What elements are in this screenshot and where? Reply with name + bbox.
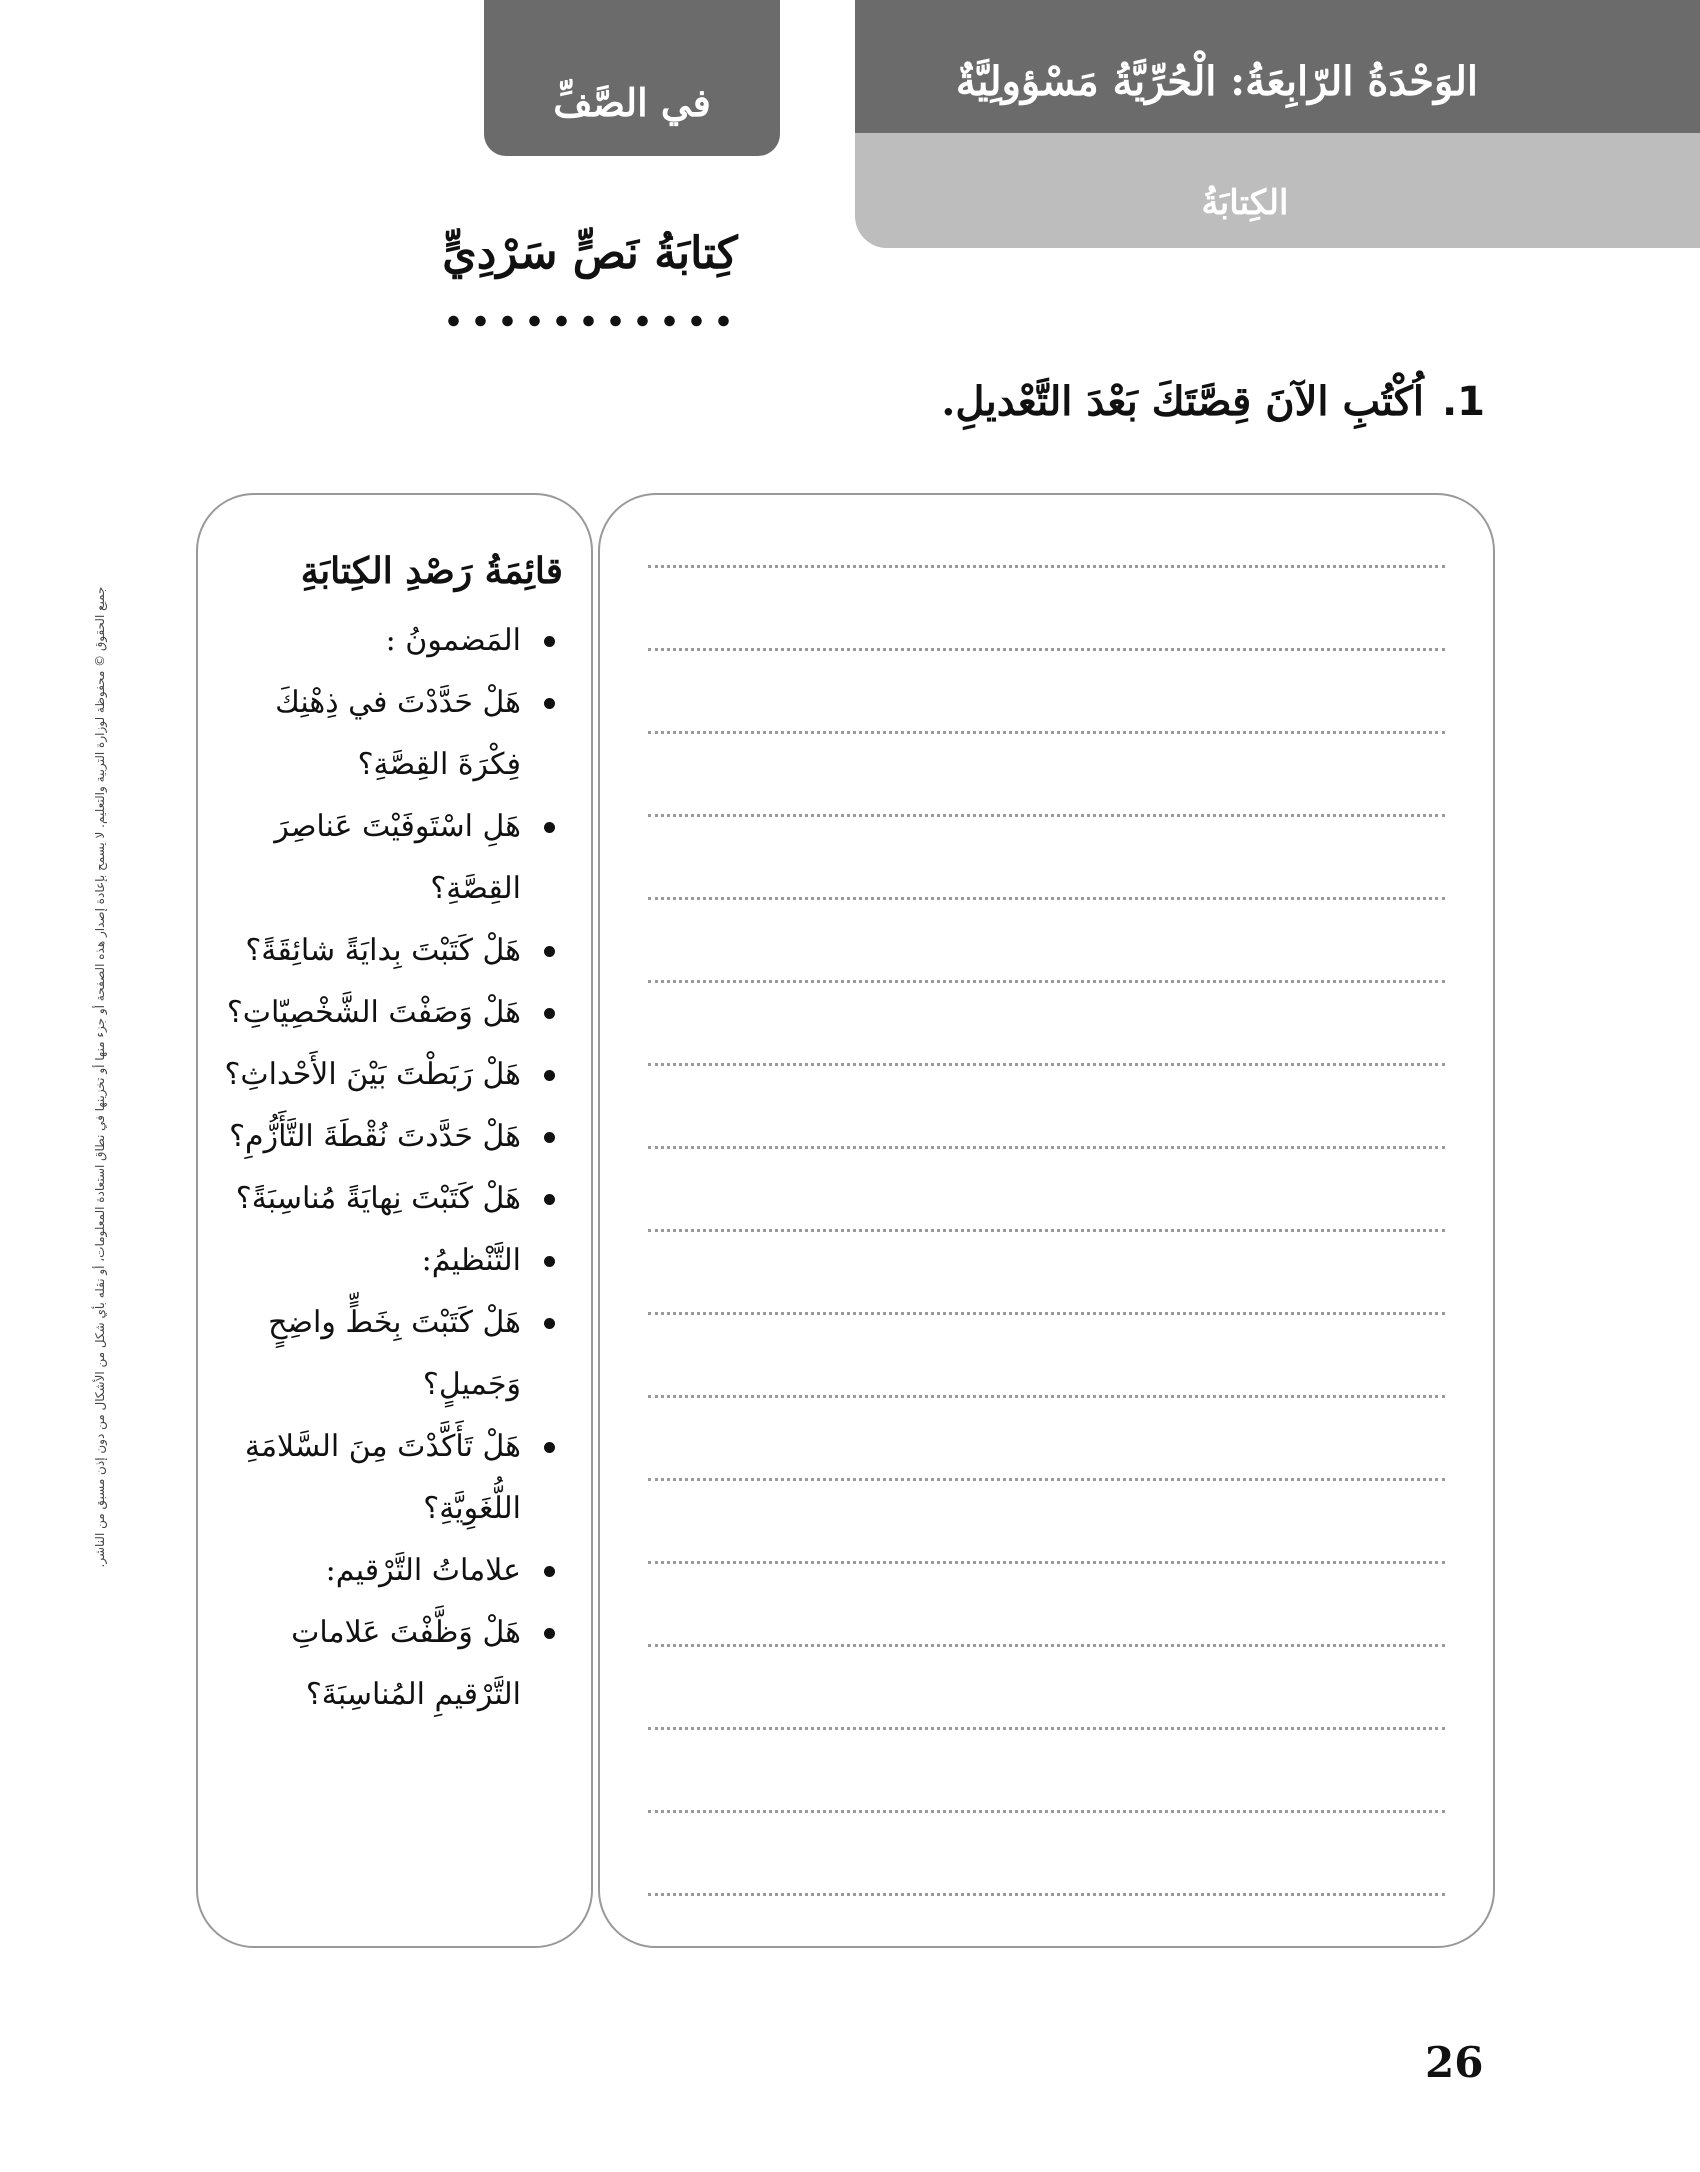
writing-line[interactable] — [648, 980, 1445, 983]
copyright-note: جميع الحقوق © محفوظة لوزارة التربية والتعليم. لا يسمح بإعادة إصدار هذه الصفحة أو جزء منها أو تخزينها في نطاق استعادة المعلومات، أو نقله بأي شكل من الأشكال من دون إذن مسبق من الناشر. — [93, 586, 107, 1568]
writing-line[interactable] — [648, 1727, 1445, 1730]
writing-line[interactable] — [648, 1395, 1445, 1398]
writing-line[interactable] — [648, 1229, 1445, 1232]
checklist-item: هَلْ كَتَبْتَ بِدايَةً شائِقَةً؟ — [218, 920, 563, 982]
lesson-title: كِتابَةُ نَصٍّ سَرْدِيٍّ — [442, 228, 738, 279]
instruction — [941, 378, 1485, 425]
writing-line[interactable] — [648, 1063, 1445, 1066]
writing-line[interactable] — [648, 814, 1445, 817]
class-tab-label: في الصَّفِّ — [553, 80, 711, 125]
section-title: الكِتابَةُ — [1201, 183, 1289, 223]
checklist-item: هَلِ اسْتَوفَيْتَ عَناصِرَ القِصَّةِ؟ — [218, 796, 563, 920]
writing-line[interactable] — [648, 648, 1445, 651]
checklist-title: قائِمَةُ رَصْدِ الكِتابَةِ — [300, 550, 563, 592]
unit-title: الوَحْدَةُ الرّابِعَةُ: الْحُرِّيَّةُ مَسْؤولِيَّةٌ — [955, 58, 1478, 105]
checklist-item: هَلْ تَأَكَّدْتَ مِنَ السَّلامَةِ اللُّغَوِيَّةِ؟ — [218, 1416, 563, 1540]
writing-line[interactable] — [648, 731, 1445, 734]
checklist-panel — [196, 493, 593, 1948]
checklist-item: التَّنْظيمُ: — [218, 1230, 563, 1292]
writing-line[interactable] — [648, 1478, 1445, 1481]
writing-line[interactable] — [648, 1644, 1445, 1647]
instruction-text: اُكْتُبِ الآنَ قِصَّتَكَ بَعْدَ التَّعْديلِ. — [941, 378, 1424, 425]
unit-header-bar — [855, 0, 1700, 133]
checklist-item: هَلْ حَدَّدْتَ في ذِهْنِكَ فِكْرَةَ القِصَّةِ؟ — [218, 672, 563, 796]
checklist-item: علاماتُ التَّرْقيم: — [218, 1540, 563, 1602]
writing-line[interactable] — [648, 1810, 1445, 1813]
checklist-item: هَلْ وَصَفْتَ الشَّخْصِيّاتِ؟ — [218, 982, 563, 1044]
title-dotted-underline — [440, 310, 740, 332]
checklist-items — [218, 610, 563, 1726]
checklist-item: هَلْ رَبَطْتَ بَيْنَ الأَحْداثِ؟ — [218, 1044, 563, 1106]
checklist-item: المَضمونُ : — [218, 610, 563, 672]
writing-line[interactable] — [648, 897, 1445, 900]
class-tab — [484, 0, 780, 156]
writing-line[interactable] — [648, 565, 1445, 568]
checklist-item: هَلْ وَظَّفْتَ عَلاماتِ التَّرْقيمِ المُناسِبَةَ؟ — [218, 1602, 563, 1726]
instruction-number: 1. — [1441, 379, 1485, 425]
writing-line[interactable] — [648, 1312, 1445, 1315]
section-header-bar — [855, 133, 1700, 248]
checklist-item: هَلْ كَتَبْتَ بِخَطٍّ واضِحٍ وَجَميلٍ؟ — [218, 1292, 563, 1416]
checklist — [218, 550, 563, 1726]
writing-line[interactable] — [648, 1146, 1445, 1149]
checklist-item: هَلْ حَدَّدتَ نُقْطَةَ التَّأَزُّمِ؟ — [218, 1106, 563, 1168]
writing-area[interactable] — [598, 493, 1495, 1948]
writing-line[interactable] — [648, 1561, 1445, 1564]
page-number: 26 — [1425, 2038, 1484, 2087]
checklist-item: هَلْ كَتَبْتَ نِهايَةً مُناسِبَةً؟ — [218, 1168, 563, 1230]
writing-line[interactable] — [648, 1893, 1445, 1896]
